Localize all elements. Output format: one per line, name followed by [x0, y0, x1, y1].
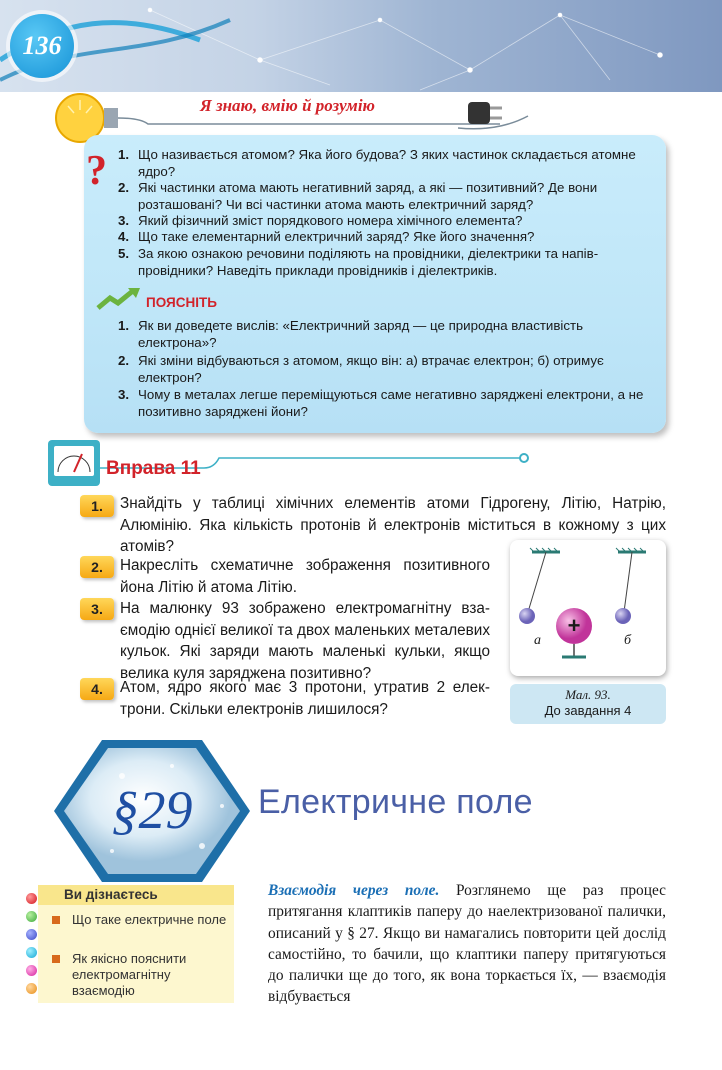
body-text: Розглянемо ще раз процес притягання клаптиків паперу до наелектризованої палички, описаний у § 27. Якщо ви намагались повторити цей дослід самостійно, то бачили, що клаптики паперу притягуються до палички ще до того, як вона торкається їх, — взаємодія відбувається — [268, 882, 666, 1006]
body-paragraph — [268, 880, 666, 1008]
green-dot-icon — [26, 911, 37, 922]
exercise-title: Вправа 11 — [106, 458, 201, 479]
learn-item: Як якісно пояснити електромагнітну взаємодію — [72, 951, 187, 998]
exercise-item-text: Накресліть схематичне зображення позитивного йона Літію й атома Літію. — [120, 557, 490, 596]
paragraph-title: Електричне поле — [258, 783, 533, 821]
review-question: 2. Які частинки атома мають негативний заряд, а які — позитивний? Де вони розташовані? Чи всі частинки атома мають електричний заряд? — [118, 180, 598, 212]
label-a: а — [534, 633, 541, 648]
question-mark-icon — [84, 148, 114, 192]
page-number: 136 — [10, 14, 74, 78]
exercise-item-text: Знайдіть у таблиці хімічних елементів атоми Гідрогену, Літію, Натрію, Алюмінію. Яка кількість протонів й електронів міститься в кожному з цих атомів? — [120, 495, 666, 555]
caption-text: До завдання 4 — [544, 703, 632, 718]
plug-icon — [458, 96, 538, 136]
review-box — [84, 135, 666, 433]
bullet-square-icon — [52, 955, 60, 963]
bullet-square-icon — [52, 916, 60, 924]
header-band — [0, 0, 722, 92]
learn-item: Що таке електричне поле — [72, 912, 227, 927]
review-question: 3. Який фізичний зміст порядкового номера хімічного елемента? — [118, 213, 523, 228]
explain-question: 1. Як ви доведете вислів: «Електричний заряд — це природна властивість електрона»? — [118, 318, 584, 350]
body-lead: Взаємодія через поле. — [268, 882, 440, 899]
exercise-number-badge: 3. — [80, 598, 114, 620]
network-decoration — [0, 0, 722, 92]
svg-text:?: ? — [86, 148, 107, 192]
caption-title: Мал. 93. — [565, 687, 611, 702]
explain-question: 2. Які зміни відбуваються з атомом, якщо він: а) втрачає електрон; б) отримує електрон? — [118, 353, 604, 385]
exercise-number-badge: 4. — [80, 678, 114, 700]
paragraph-hexagon — [52, 736, 252, 886]
exercise-item-text: Атом, ядро якого має 3 протони, утратив 2 електрони. Скільки електронів лишилося? — [120, 679, 490, 718]
learn-title: Ви дізнаєтесь — [38, 885, 234, 905]
cyan-dot-icon — [26, 947, 37, 958]
paragraph-number: §29 — [111, 780, 193, 840]
orange-dot-icon — [26, 983, 37, 994]
review-question: 5. За якою ознакою речовини поділяють на провідники, діелектрики та напівпровідники? Наведіть приклади провідників і діелектриків. — [118, 246, 599, 278]
explain-title: ПОЯСНІТЬ — [146, 295, 217, 310]
exercise-number-badge: 1. — [80, 495, 114, 517]
trend-arrow-icon — [96, 286, 142, 312]
plus-sign: + — [567, 613, 581, 638]
blue-dot-icon — [26, 929, 37, 940]
review-question: 4. Що таке елементарний електричний заряд? Яке його значення? — [118, 229, 535, 244]
exercise-item-text: На малюнку 93 зображено електромагнітну взаємодію однієї великої та двох маленьких металевих кульок. Які заряди мають маленькі кульки, якщо велика куля заряджена позитивно? — [120, 600, 490, 682]
figure-diagram — [510, 540, 666, 676]
label-b: б — [624, 633, 632, 648]
section-title: Я знаю, вмію й розумію — [200, 96, 375, 115]
red-dot-icon — [26, 893, 37, 904]
exercise-number-badge: 2. — [80, 556, 114, 578]
magenta-dot-icon — [26, 965, 37, 976]
explain-question: 3. Чому в металах легше переміщуються саме негативно заряджені електрони, а не позитивно заряджені йони? — [118, 387, 644, 419]
figure-caption — [510, 684, 666, 724]
review-question: 1. Що називається атомом? Яка його будова? З яких частинок складається атомне ядро? — [118, 147, 636, 179]
pendulum-diagram — [510, 540, 666, 676]
